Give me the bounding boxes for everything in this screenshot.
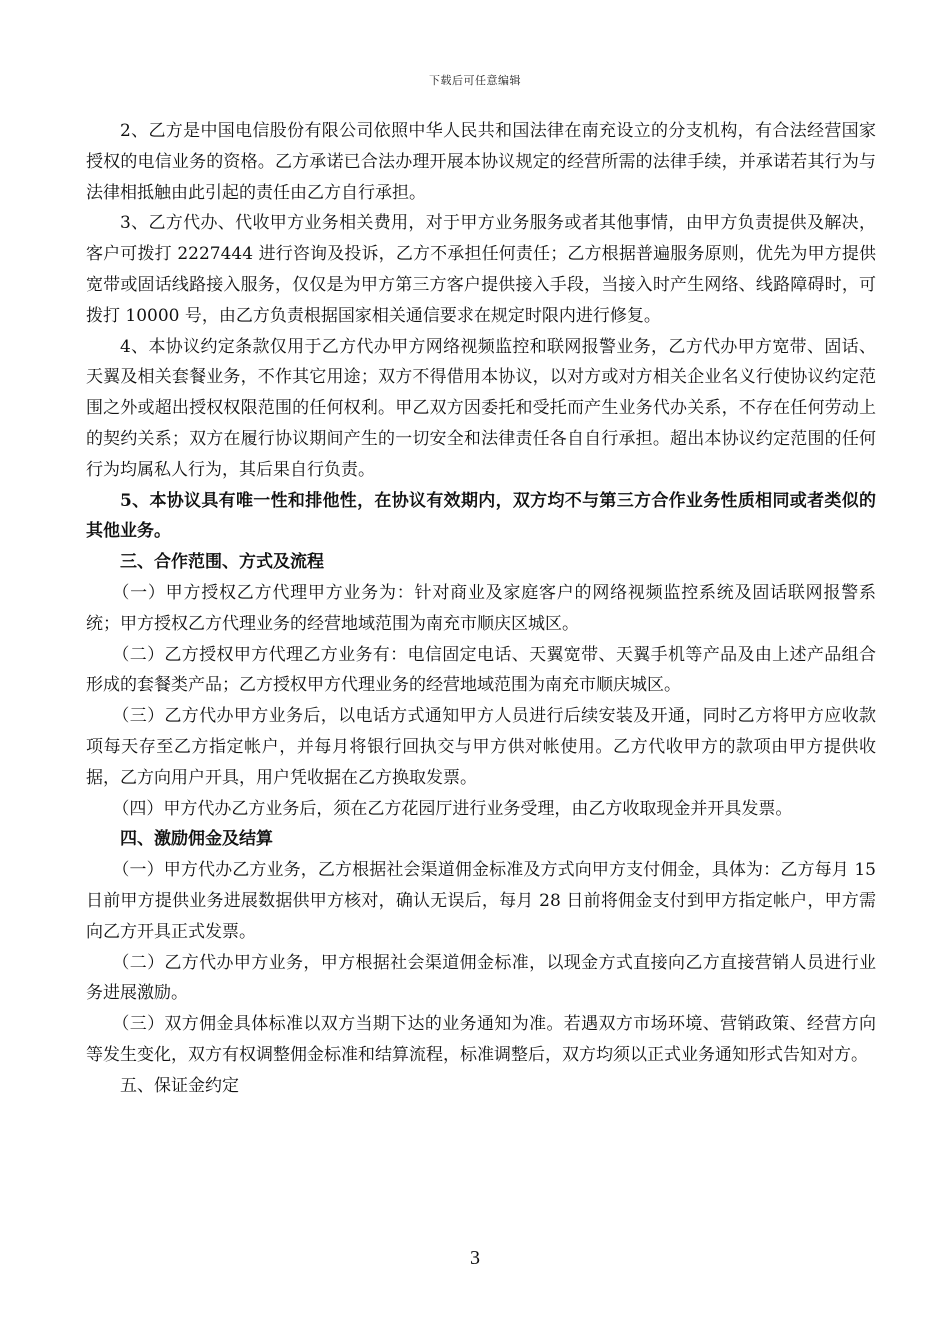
section-heading-4: 四、激励佣金及结算 — [120, 829, 273, 850]
paragraph-4-2: （二）乙方代办甲方业务，甲方根据社会渠道佣金标准，以现金方式直接向乙方直接营销人员进行业务进展激励。 — [86, 952, 876, 1004]
paragraph-4-1: （一）甲方代办乙方业务，乙方根据社会渠道佣金标准及方式向甲方支付佣金，具体为：乙方每月 15 日前甲方提供业务进展数据供甲方核对，确认无误后，每月 28 日前将佣金支付到甲方指定帐户，甲方需向乙方开具正式发票。 — [86, 860, 876, 942]
paragraph-3-1: （一）甲方授权乙方代理甲方业务为：针对商业及家庭客户的网络视频监控系统及固话联网报警系统；甲方授权乙方代理业务的经营地域范围为南充市顺庆区城区。 — [86, 582, 876, 634]
paragraph-4-3: （三）双方佣金具体标准以双方当期下达的业务通知为准。若遇双方市场环境、营销政策、经营方向等发生变化，双方有权调整佣金标准和结算流程，标准调整后，双方均须以正式业务通知形式告知对方。 — [86, 1014, 876, 1065]
paragraph-3-2: （二）乙方授权甲方代理乙方业务有：电信固定电话、天翼宽带、天翼手机等产品及由上述产品组合形成的套餐类产品；乙方授权甲方代理业务的经营地域范围为南充市顺庆城区。 — [86, 644, 876, 696]
section-heading-5: 五、保证金约定 — [120, 1075, 239, 1096]
header-note: 下载后可任意编辑 — [429, 74, 521, 87]
paragraph-3-3: （三）乙方代办甲方业务后，以电话方式通知甲方人员进行后续安装及开通，同时乙方将甲方应收款项每天存至乙方指定帐户，并每月将银行回执交与甲方供对帐使用。乙方代收甲方的款项由甲方提供收据，乙方向用户开具，用户凭收据在乙方换取发票。 — [86, 706, 876, 788]
paragraph-clause-3: 3、乙方代办、代收甲方业务相关费用，对于甲方业务服务或者其他事情，由甲方负责提供及解决，客户可拨打 2227444 进行咨询及投诉，乙方不承担任何责任；乙方根据普遍服务原则，优先为甲方提供宽带或固话线路接入服务，仅仅是为甲方第三方客户提供接入手段，当接入时产生网络、线路障碍时，可拨打 10000 号，由乙方负责根据国家相关通信要求在规定时限内进行修复。 — [86, 213, 876, 326]
paragraph-clause-4: 4、本协议约定条款仅用于乙方代办甲方网络视频监控和联网报警业务，乙方代办甲方宽带、固话、天翼及相关套餐业务，不作其它用途；双方不得借用本协议，以对方或对方相关企业名义行使协议约定范围之外或超出授权权限范围的任何权利。甲乙双方因委托和受托而产生业务代办关系，不存在任何劳动上的契约关系；双方在履行协议期间产生的一切安全和法律责任各自自行承担。超出本协议约定范围的任何行为均属私人行为，其后果自行负责。 — [86, 336, 876, 480]
document-body — [86, 116, 876, 1102]
page-number: 3 — [470, 1247, 480, 1269]
paragraph-clause-2: 2、乙方是中国电信股份有限公司依照中华人民共和国法律在南充设立的分支机构，有合法经营国家授权的电信业务的资格。乙方承诺已合法办理开展本协议规定的经营所需的法律手续，并承诺若其行为与法律相抵触由此引起的责任由乙方自行承担。 — [86, 121, 876, 203]
paragraph-3-4: （四）甲方代办乙方业务后，须在乙方花园厅进行业务受理，由乙方收取现金并开具发票。 — [112, 798, 793, 819]
paragraph-clause-5: 5、本协议具有唯一性和排他性，在协议有效期内，双方均不与第三方合作业务性质相同或者类似的其他业务。 — [86, 490, 876, 542]
section-heading-3: 三、合作范围、方式及流程 — [120, 552, 324, 573]
